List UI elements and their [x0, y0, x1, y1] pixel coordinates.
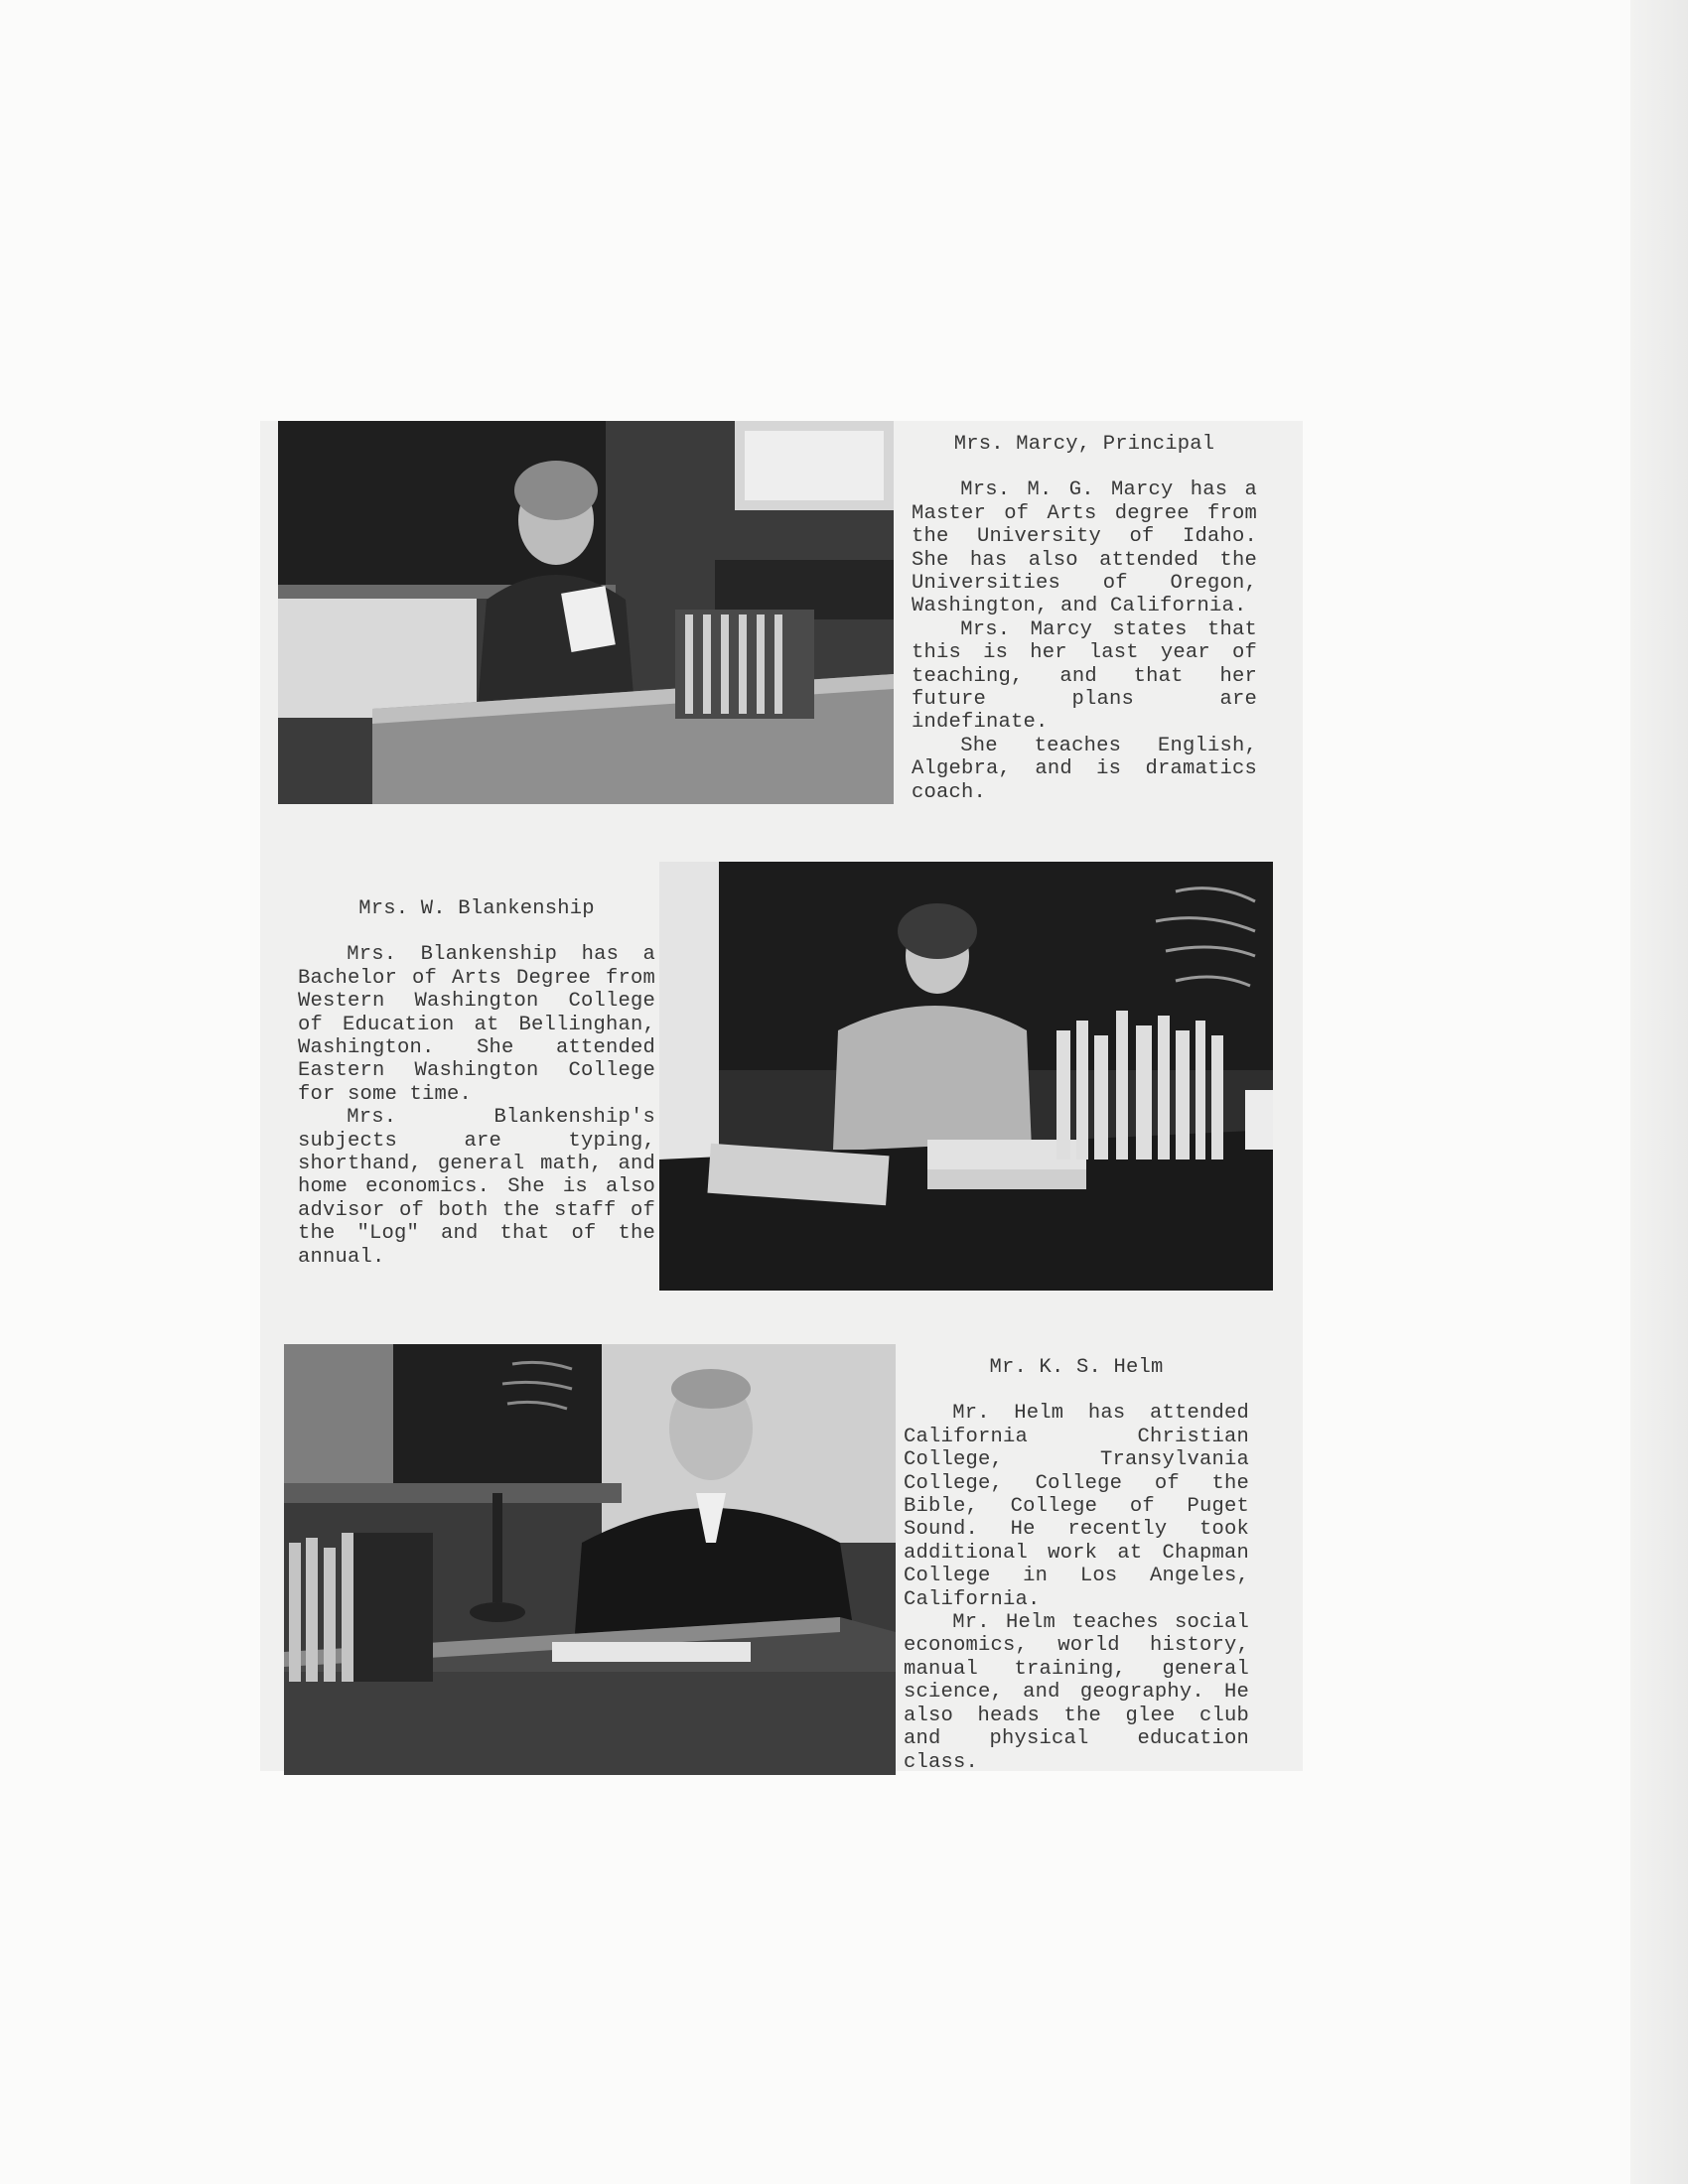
teacher-name: Mrs. Marcy, Principal: [953, 433, 1215, 456]
teacher-bio-paragraph: Mrs. Blankenship has a Bachelor of Arts Degree from Western Washington College of Education at Bellinghan, Washington. She attended Eastern Washington College for some time.: [298, 943, 655, 1106]
photo-mr-helm: [284, 1344, 896, 1775]
caption-mr-helm: [904, 1356, 1249, 1774]
caption-mrs-marcy: [912, 433, 1257, 804]
teacher-name: Mrs. W. Blankenship: [358, 897, 595, 920]
teacher-bio-paragraph: Mrs. M. G. Marcy has a Master of Arts degree from the University of Idaho. She has also attended the Universities of Oregon, Washington, and California.: [912, 478, 1257, 618]
caption-mrs-blankenship: [298, 897, 655, 1269]
teacher-bio-paragraph: Mr. Helm teaches social economics, world history, manual training, general science, and geography. He also heads the glee club and physical education class.: [904, 1611, 1249, 1774]
teacher-name: Mr. K. S. Helm: [989, 1356, 1164, 1379]
teacher-bio-paragraph: She teaches English, Algebra, and is dramatics coach.: [912, 734, 1257, 804]
teacher-bio-paragraph: Mrs. Blankenship's subjects are typing, shorthand, general math, and home economics. She is also advisor of both the staff of the "Log" and that of the annual.: [298, 1106, 655, 1269]
photo-mrs-blankenship: [659, 862, 1273, 1291]
teacher-bio-paragraph: Mr. Helm has attended California Christian College, Transylvania College, College of the Bible, College of Puget Sound. He recently took additional work at Chapman College in Los Angeles, California.: [904, 1402, 1249, 1611]
photo-mrs-marcy: [278, 421, 894, 804]
teacher-bio-paragraph: Mrs. Marcy states that this is her last year of teaching, and that her future plans are indefinate.: [912, 617, 1257, 735]
paper-edge: [1630, 0, 1688, 2184]
